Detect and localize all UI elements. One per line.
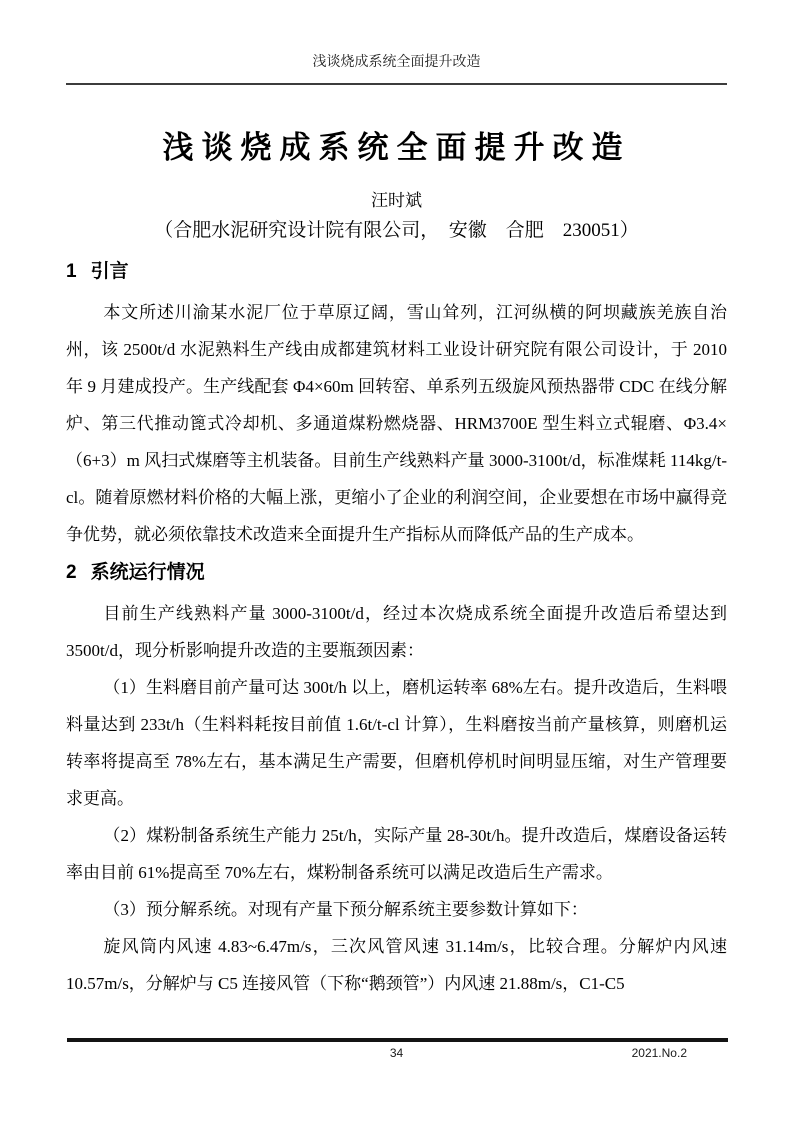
author-affiliation: （合肥水泥研究设计院有限公司， 安徽 合肥 230051） [154, 220, 639, 241]
header-rule [66, 83, 727, 85]
section-2-paragraph: （1）生料磨目前产量可达 300t/h 以上，磨机运转率 68%左右。提升改造后，生料喂料量达到 233t/h（生料料耗按目前值 1.6t/t-cl 计算），生料磨按当前产量核算，则磨机运转率将提高至 78%左右，基本满足生产需要，但磨机停机时间明显压缩，对生产管理要求更高。 [66, 678, 727, 808]
author-name: 汪时斌 [371, 191, 422, 210]
section-2-title: 系统运行情况 [90, 562, 205, 583]
footer-rule [67, 1038, 728, 1042]
section-2-paragraph: （2）煤粉制备系统生产能力 25t/h，实际产量 28-30t/h。提升改造后，煤磨设备运转率由目前 61%提高至 70%左右，煤粉制备系统可以满足改造后生产需求。 [66, 826, 727, 882]
section-1-number: 1 [66, 261, 77, 282]
section-2-paragraph: 旋风筒内风速 4.83~6.47m/s，三次风管风速 31.14m/s，比较合理。分解炉内风速 10.57m/s，分解炉与 C5 连接风管（下称“鹅颈管”）内风速 21.88m/s，C1-C5 [66, 937, 727, 993]
page-number: 34 [389, 1046, 404, 1060]
section-1-heading [66, 260, 727, 283]
issue-number: 2021.No.2 [631, 1046, 687, 1060]
section-2-paragraph: 目前生产线熟料产量 3000-3100t/d，经过本次烧成系统全面提升改造后希望达到 3500t/d，现分析影响提升改造的主要瓶颈因素： [66, 604, 727, 660]
running-title: 浅谈烧成系统全面提升改造 [312, 55, 481, 70]
section-2-number: 2 [66, 562, 77, 583]
section-1-title: 引言 [90, 261, 129, 282]
article-title: 浅谈烧成系统全面提升改造 [162, 130, 631, 165]
section-2-paragraph: （3）预分解系统。对现有产量下预分解系统主要参数计算如下： [103, 900, 588, 919]
section-1-paragraph: 本文所述川渝某水泥厂位于草原辽阔，雪山耸列，江河纵横的阿坝藏族羌族自治州，该 2500t/d 水泥熟料生产线由成都建筑材料工业设计研究院有限公司设计，于 2010 年 9 月建成投产。生产线配套 Φ4×60m 回转窑、单系列五级旋风预热器带 CDC 在线分解炉、第三代推动篦式冷却机、多通道煤粉燃烧器、HRM3700E 型生料立式辊磨、Φ3.4×（6+3）m 风扫式煤磨等主机装备。目前生产线熟料产量 3000-3100t/d，标准煤耗 114kg/t-cl。随着原燃材料价格的大幅上涨，更缩小了企业的利润空间，企业要想在市场中赢得竞争优势，就必须依靠技术改造来全面提升生产指标从而降低产品的生产成本。 [66, 303, 727, 544]
section-2-heading [66, 561, 727, 584]
